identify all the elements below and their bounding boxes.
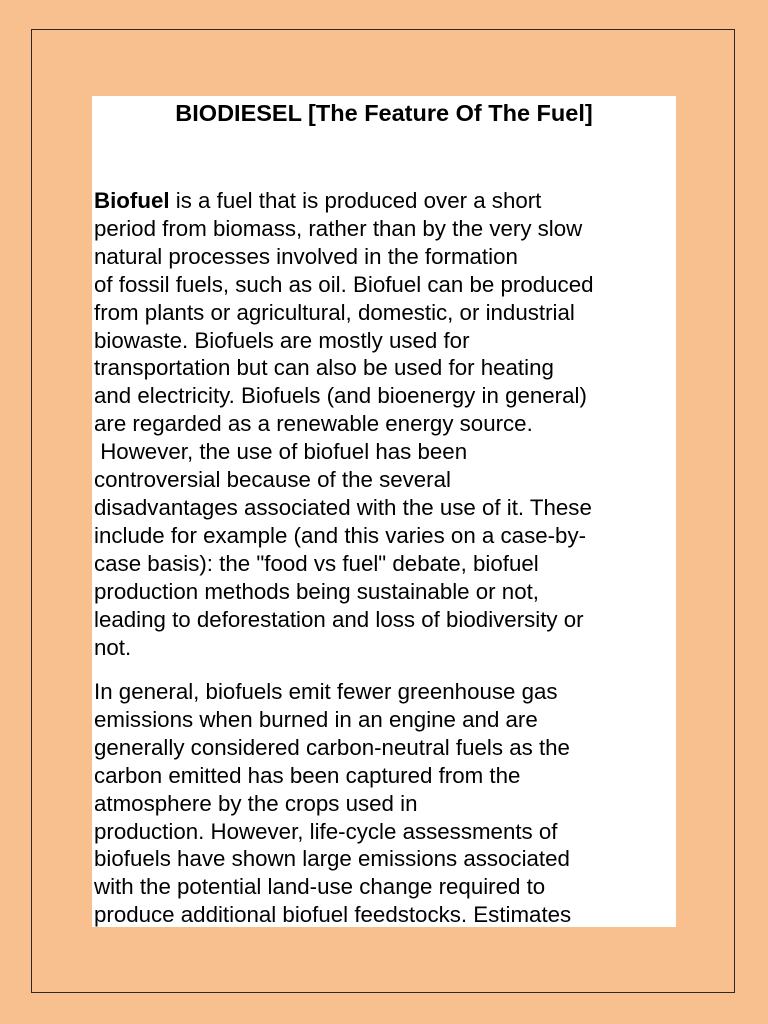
- text-line: case basis): the "food vs fuel" debate, biofuel: [94, 550, 539, 576]
- text-line: biofuels have shown large emissions associated: [94, 846, 570, 872]
- text-line: with the potential land-use change required to: [94, 874, 546, 900]
- text-line: controversial because of the several: [94, 467, 451, 493]
- text-line: natural processes involved in the formation: [94, 243, 518, 269]
- text-line: disadvantages associated with the use of it. These: [94, 494, 592, 520]
- text-line: In general, biofuels emit fewer greenhouse gas: [94, 679, 558, 704]
- text-line: is a fuel that is produced over a short: [169, 188, 542, 213]
- text-line: include for example (and this varies on a case-by-: [94, 522, 587, 548]
- text-line: and electricity. Biofuels (and bioenergy in general): [94, 383, 587, 409]
- text-line: generally considered carbon-neutral fuels as the: [94, 734, 570, 760]
- biofuel-term: Biofuel: [94, 188, 170, 213]
- text-line: of fossil fuels, such as oil. Biofuel can be produced: [94, 271, 594, 297]
- text-line: carbon emitted has been captured from the: [94, 762, 521, 788]
- text-line: not.: [94, 634, 132, 660]
- paragraph-1: [94, 187, 594, 661]
- text-line: production. However, life-cycle assessments of: [94, 818, 558, 844]
- document-panel: [92, 96, 676, 927]
- text-line: emissions when burned in an engine and are: [94, 706, 538, 732]
- text-line: However, the use of biofuel has been: [94, 439, 468, 465]
- text-line: leading to deforestation and loss of biodiversity or: [94, 606, 584, 632]
- paragraph-1-line-1: [94, 187, 594, 215]
- text-line: from plants or agricultural, domestic, or industrial: [94, 299, 575, 325]
- paragraph-2: [94, 678, 571, 927]
- text-line: period from biomass, rather than by the very slow: [94, 215, 583, 241]
- text-line: are regarded as a renewable energy source.: [94, 411, 533, 437]
- document-title: BIODIESEL [The Feature Of The Fuel]: [175, 100, 593, 126]
- text-line: atmosphere by the crops used in: [94, 790, 418, 816]
- text-line: production methods being sustainable or not,: [94, 578, 539, 604]
- text-line: biowaste. Biofuels are mostly used for: [94, 327, 470, 353]
- text-line: produce additional biofuel feedstocks. Estimates: [94, 902, 572, 927]
- text-line: transportation but can also be used for heating: [94, 355, 554, 381]
